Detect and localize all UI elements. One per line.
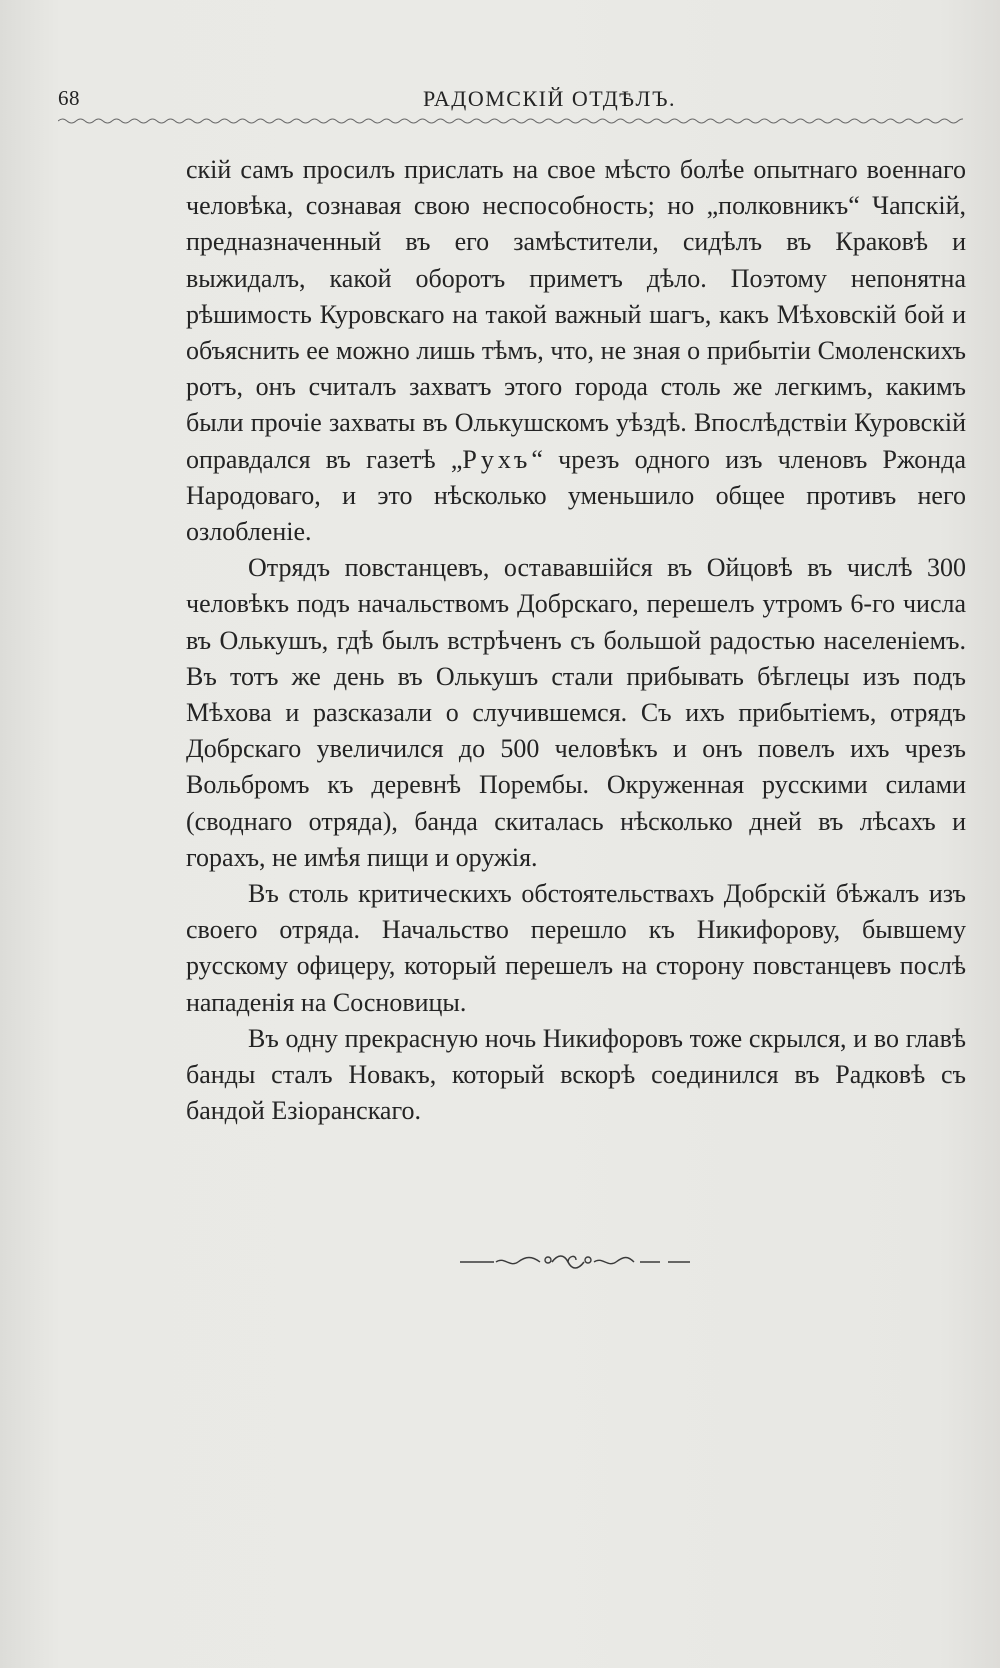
ornament-divider <box>460 1250 690 1274</box>
page-number: 68 <box>58 86 80 110</box>
paragraph-1 <box>186 152 966 550</box>
paragraph-2: Отрядъ повстанцевъ, остававшійся въ Ойцовѣ въ числѣ 300 человѣкъ подъ начальствомъ Добрскаго, перешелъ утромъ 6-го числа въ Олькушъ, гдѣ былъ встрѣченъ съ большой радостью населеніемъ. Въ тотъ же день въ Олькушъ стали прибывать бѣглецы изъ подъ Мѣхова и разсказали о случившемся. Съ ихъ прибытіемъ, отрядъ Добрскаго увеличился до 500 человѣкъ и онъ повелъ ихъ чрезъ Вольбромъ къ деревнѣ Порембы. Окруженная русскими силами (своднаго отряда), банда скиталась нѣсколько дней въ лѣсахъ и горахъ, не имѣя пищи и оружія. <box>186 553 966 872</box>
paragraph-1-text-before: скій самъ просилъ прислать на свое мѣсто болѣе опытнаго военнаго человѣка, сознавая свою неспособность; но „полковникъ“ Чапскій, предназначенный въ его замѣстители, сидѣлъ въ Краковѣ и выжидалъ, какой оборотъ приметъ дѣло. Поэтому непонятна рѣшимость Куровскаго на такой важный шагъ, какъ Мѣховскій бой и объяснить ее можно лишь тѣмъ, что, не зная о прибытіи Смоленскихъ ротъ, онъ считалъ захватъ этого города столь же легкимъ, какимъ были прочіе захваты въ Олькушскомъ уѣздѣ. Впослѣдствіи Куровскій оправдался въ газетѣ „ <box>186 155 966 474</box>
newspaper-title: Рухъ <box>462 444 532 474</box>
wavy-header-rule <box>58 116 963 126</box>
running-title: РАДОМСКІЙ ОТДѢЛЪ. <box>423 86 676 111</box>
body-text <box>186 152 966 1129</box>
paragraph-4: Въ одну прекрасную ночь Никифоровъ тоже скрылся, и во главѣ банды сталъ Новакъ, который вскорѣ соединился въ Радковѣ съ бандой Езіоранскаго. <box>186 1023 966 1126</box>
page-header <box>58 86 963 118</box>
paragraph-1-text-after: “ чрезъ одного изъ членовъ Ржонда Народоваго, и это нѣсколько уменьшило общее противъ него озлобленіе. <box>186 444 966 547</box>
paragraph-3: Въ столь критическихъ обстоятельствахъ Добрскій бѣжалъ изъ своего отряда. Начальство перешло къ Никифорову, бывшему русскому офицеру, который перешелъ на сторону повстанцевъ послѣ нападенія на Сосновицы. <box>186 879 966 1017</box>
